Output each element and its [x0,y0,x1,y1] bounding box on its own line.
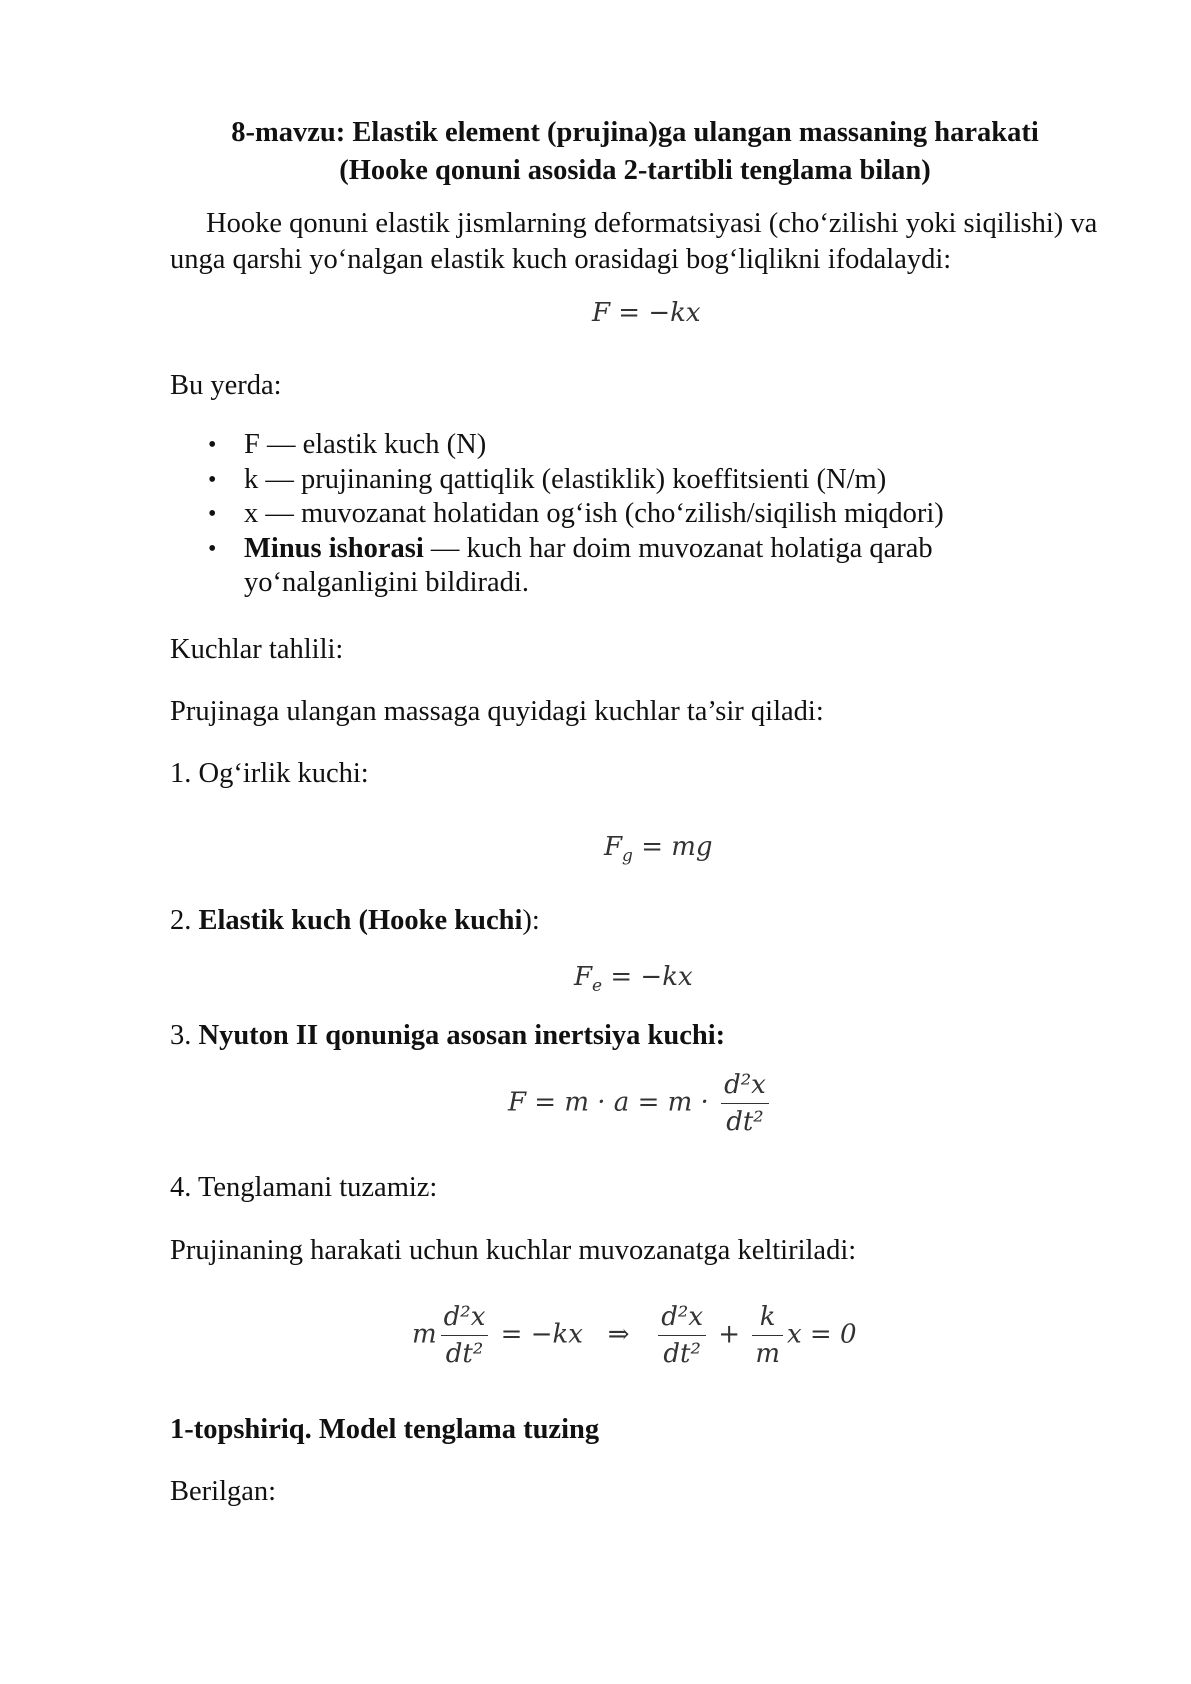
motion-equation: m $\frac{\text{d²x}}{\text{dt²}}$ = −kx ⇒ $\frac{\text{d²x}}{\text{dt²}}$ + $\frac{k}{m}$ x = 0 [412,1302,857,1369]
fraction: $\frac{\text{d²x}}{\text{dt²}}$ [441,1302,489,1369]
gravity-equation: $F_g$ = mg [604,832,713,867]
hooke-law-equation: F = −kx [592,298,701,328]
definitions-label: Bu yerda: [170,370,282,401]
task-heading: 1-topshiriq. Model tenglama tuzing [170,1414,600,1445]
list-item: • x — muvozanat holatidan og‘ish (cho‘zilish/siqilish miqdori) [170,497,1100,532]
task-given-label: Berilgan: [170,1476,277,1507]
force-1-label: 1. Og‘irlik kuchi: [170,758,369,789]
elastic-force-equation: $F_e = -kx$ [574,962,693,997]
document-title-line-2: (Hooke qonuni asosida 2-tartibli tenglama bilan) [339,155,931,186]
step-4-label: 4. Tenglamani tuzamiz: [170,1172,438,1203]
force-3-label: 3. Nyuton II qonuniga asosan inertsiya kuchi: [170,1020,726,1051]
list-item: • Minus ishorasi — kuch har doim muvozanat holatiga qarab yo‘nalganligini bildiradi. [208,532,933,598]
bullet-icon: • [208,466,217,493]
fraction: $\frac{\text{d²x}}{\text{dt²}}$ [721,1070,769,1137]
fraction: $\frac{k}{m}$ [752,1302,783,1369]
list-item: • k — prujinaning qattiqlik (elastiklik) koeffitsienti (N/m) [170,463,1100,498]
intro-paragraph: Hooke qonuni elastik jismlarning deformatsiyasi (cho‘zilishi yoki siqilishi) va unga qarshi yo‘nalgan elastik kuch orasidagi bog‘liqlikni ifodalaydi: [170,208,1098,275]
definitions-list [170,428,1100,601]
list-item: • F — elastik kuch (N) [170,428,1100,463]
analysis-heading: Kuchlar tahlili: [170,634,344,665]
bullet-icon: • [208,535,217,562]
balance-text: Prujinaning harakati uchun kuchlar muvozanatga keltiriladi: [170,1235,857,1266]
newton-equation: F = m · a = m · $\frac{\text{d²x}}{\text{dt²}}$ [508,1070,773,1137]
document-title-line-1: 8-mavzu: Elastik element (prujina)ga ulangan massaning harakati [231,117,1039,148]
fraction: $\frac{\text{d²x}}{\text{dt²}}$ [658,1302,706,1369]
analysis-intro: Prujinaga ulangan massaga quyidagi kuchlar ta’sir qiladi: [170,696,824,727]
bullet-icon: • [208,432,217,458]
force-2-label: 2. Elastik kuch (Hooke kuchi): [170,905,540,936]
bullet-icon: • [208,501,217,527]
